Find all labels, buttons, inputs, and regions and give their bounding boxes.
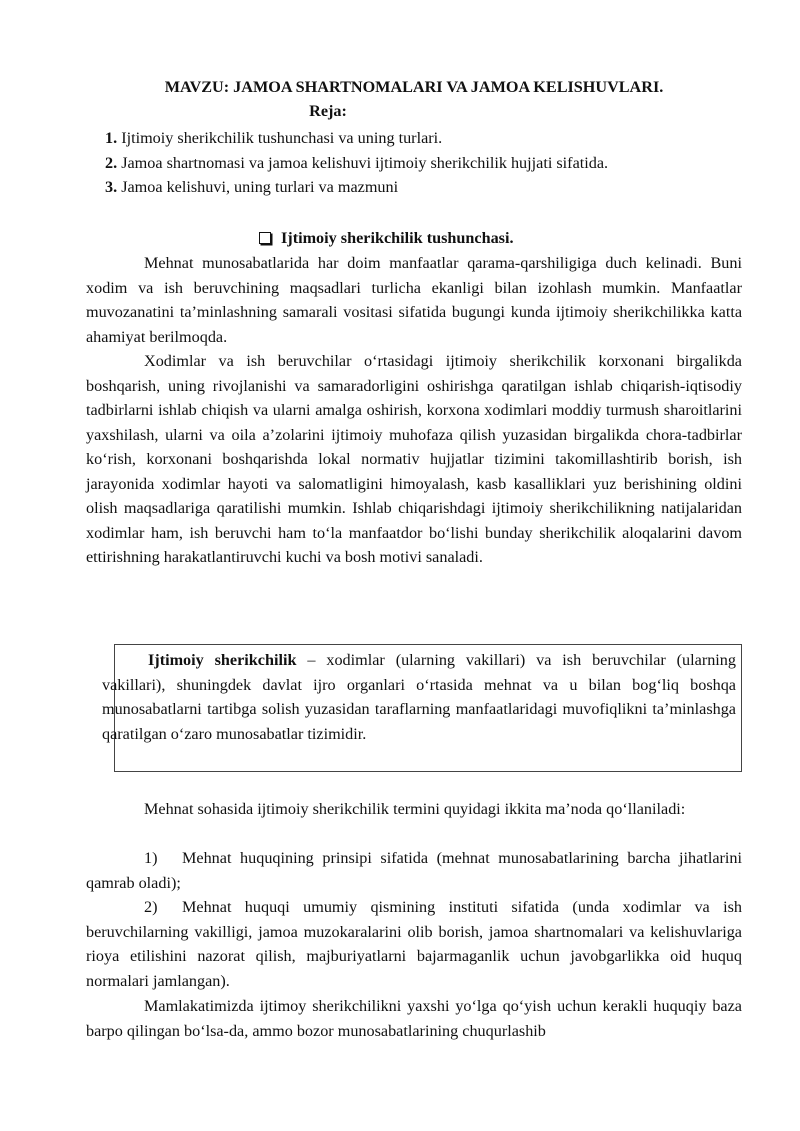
list-item-text: Mehnat huquqining prinsipi sifatida (mehnat munosabatlarining barcha jihatlarini qamrab oladi); xyxy=(86,849,742,892)
paragraph-4-text: Mamlakatimizda ijtimoy sherikchilikni yaxshi yo‘lga qo‘yish uchun kerakli huquqiy baza barpo qilingan bo‘lsa-da, ammo bozor munosabatlarining chuqurlashib xyxy=(86,997,742,1040)
definition-paragraph xyxy=(102,648,736,746)
definition-term: Ijtimoiy sherikchilik xyxy=(148,651,297,669)
paragraph-3 xyxy=(86,797,742,822)
plan-item-number: 2. xyxy=(105,153,118,172)
list-item-1 xyxy=(86,846,742,895)
paragraph-1-text: Mehnat munosabatlarida har doim manfaatlar qarama-qarshiligiga duch kelinadi. Buni xodim va ish beruvchining maqsadlari turlicha ekanligi bilan izohlash mumkin. Manfaatlar muvozanatini ta’minlashning samarali vositasi sifatida bugungi kunda ijtimoiy sherikchilikka katta ahamiyat berilmoqda. xyxy=(86,254,742,346)
definition-text: – xodimlar (ularning vakillari) va ish beruvchilar (ularning vakillari), shuningdek davlat ijro organlari o‘rtasida mehnat va u bilan bog‘liq boshqa munosabatlarni tartibga solish yuzasidan taraflarning manfaatlaridagi muvofiqlikni ta’minlashga qaratilgan o‘zaro munosabatlar tizimidir. xyxy=(102,651,736,743)
list-item-text: Mehnat huquqi umumiy qismining instituti sifatida (unda xodimlar va ish beruvchilarning vakilligi, jamoa muzokaralarini olib borish, jamoa shartnomalari va kelishuvlariga rioya etilishini nazorat qilish, majburiyatlarni bajarmaganlik uchun javobgarlikka oid huquq normalari jamlangan). xyxy=(86,898,742,990)
document-title: MAVZU: JAMOA SHARTNOMALARI VA JAMOA KELISHUVLARI. xyxy=(164,78,664,96)
plan-item-number: 1. xyxy=(105,129,118,147)
list-item-number: 1) xyxy=(144,849,158,867)
paragraph-2 xyxy=(86,349,742,570)
paragraph-2-text: Xodimlar va ish beruvchilar o‘rtasidagi ijtimoiy sherikchilik korxonani birgalikda boshqarish, uning rivojlanishi va samaradorligini oshirishga qaratilgan ishlab chiqarish-iqtisodiy tadbirlarni ishlab chiqish va ularni amalga oshirish, korxona xodimlari moddiy turmush sharoitlarini yaxshilash, ularni va oila a’zolarini ijtimoiy muhofaza qilish yuzasidan birgalikda chora-tadbirlar ko‘rish, korxonani boshqarishda lokal normativ hujjatlar tizimini takomillashtirib borish, ish jarayonida xodimlar hayoti va salomatligini himoyalash, kasb kasalliklari yuz berishining oldini olish maqsadlariga qaratilishi mumkin. Ishlab chiqarishdagi ijtimoiy sherikchilikning natijalaridan xodimlar ham, ish beruvchi ham to‘la manfaatdor bo‘lishi bunday sherikchilik aloqalarini davom ettirishning harakatlantiruvchi kuchi va bosh motivi sanaladi. xyxy=(86,352,742,566)
plan-heading: Reja: xyxy=(309,102,347,120)
list-item-2 xyxy=(86,895,742,993)
plan-item xyxy=(105,151,745,176)
paragraph-3-text: Mehnat sohasida ijtimoiy sherikchilik termini quyidagi ikkita ma’noda qo‘llaniladi: xyxy=(144,800,686,818)
list-item-number: 2) xyxy=(144,898,158,916)
plan-item-text: Jamoa shartnomasi va jamoa kelishuvi ijtimoiy sherikchilik hujjati sifatida. xyxy=(117,153,609,172)
plan-item-text: Jamoa kelishuvi, uning turlari va mazmuni xyxy=(117,178,399,196)
paragraph-1 xyxy=(86,251,742,349)
paragraph-4 xyxy=(86,994,742,1043)
plan-list xyxy=(105,126,745,200)
plan-item-number: 3. xyxy=(105,178,118,196)
plan-item xyxy=(105,126,745,151)
plan-item-text: Ijtimoiy sherikchilik tushunchasi va uning turlari. xyxy=(117,129,443,147)
plan-item xyxy=(105,175,745,200)
checkbox-bullet-icon xyxy=(259,232,271,244)
section-heading xyxy=(259,228,514,248)
section-heading-text: Ijtimoiy sherikchilik tushunchasi. xyxy=(281,229,514,247)
